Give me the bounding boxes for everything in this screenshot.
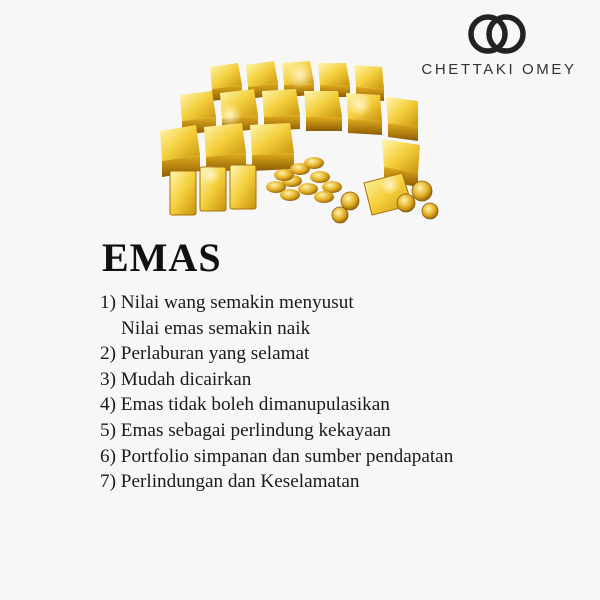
double-ring-logo-icon	[466, 12, 528, 56]
list-item: 1) Nilai wang semakin menyusut	[100, 292, 354, 313]
list-item: 3) Mudah dicairkan	[100, 368, 252, 390]
list-item: 6) Portfolio simpanan dan sumber pendapatan	[100, 445, 454, 467]
brand	[408, 12, 590, 92]
list-item: 2) Perlaburan yang selamat	[100, 343, 310, 365]
benefits-list	[100, 290, 453, 495]
page-title: EMAS	[102, 235, 222, 280]
list-item: 4) Emas tidak boleh dimanupulasikan	[100, 394, 390, 416]
list-item-continuation: Nilai emas semakin naik	[121, 317, 311, 339]
list-item: 5) Emas sebagai perlindung kekayaan	[100, 419, 391, 441]
list-item: 7) Perlindungan dan Keselamatan	[100, 471, 360, 493]
gold-bars-and-coins-image	[150, 55, 450, 230]
brand-name: CHETTAKI OMEY	[421, 61, 577, 78]
